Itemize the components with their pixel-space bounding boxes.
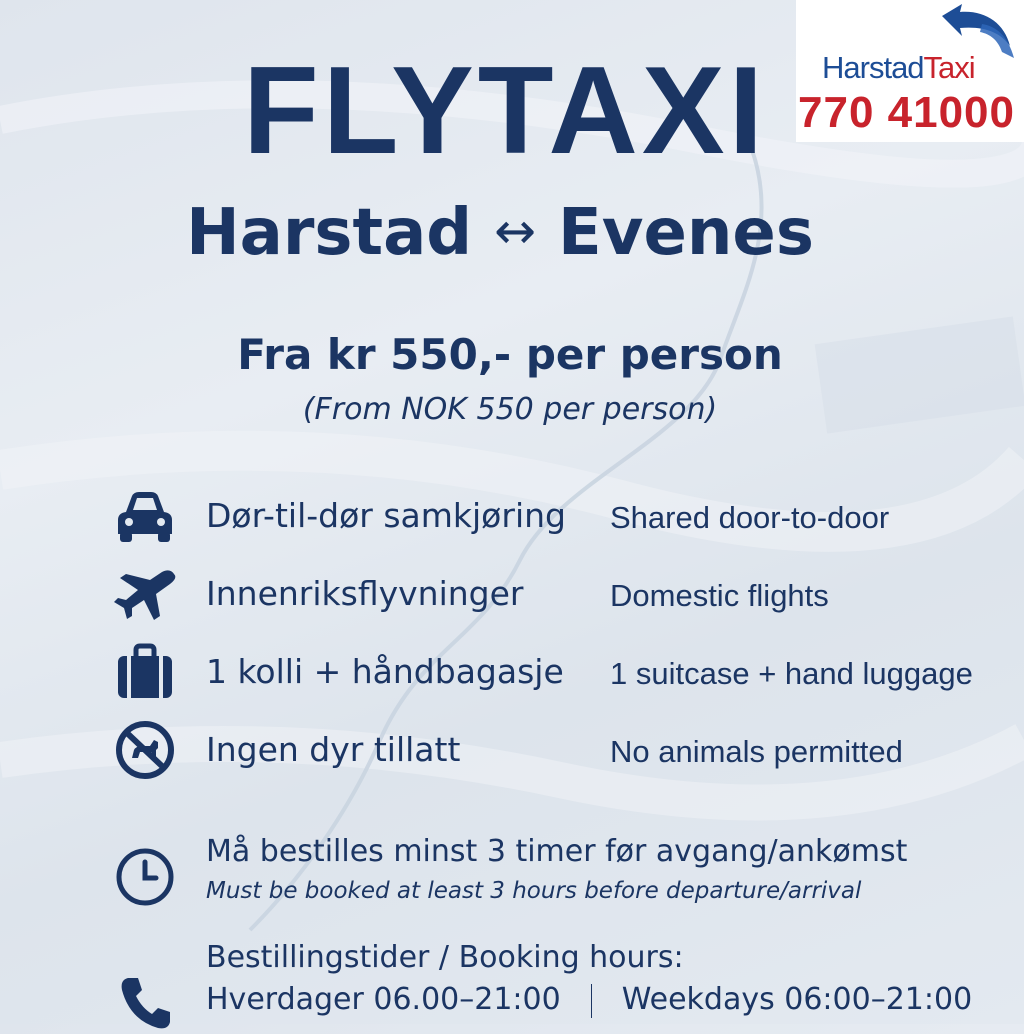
feature-english: 1 suitcase + hand luggage bbox=[610, 656, 973, 691]
feature-row bbox=[0, 486, 1024, 546]
feature-english: No animals permitted bbox=[610, 734, 903, 769]
feature-row bbox=[0, 720, 1024, 780]
booking-note-english: Must be booked at least 3 hours before departure/arrival bbox=[206, 878, 862, 904]
feature-english: Domestic flights bbox=[610, 578, 829, 613]
price-norwegian: Fra kr 550,- per person bbox=[237, 330, 783, 379]
feature-norwegian: 1 kolli + håndbagasje bbox=[206, 652, 564, 691]
feature-english: Shared door-to-door bbox=[610, 500, 890, 535]
route-from: Harstad bbox=[186, 196, 473, 270]
no-animals-icon bbox=[112, 720, 178, 780]
logo-phone-number[interactable]: 770 41000 bbox=[798, 88, 1015, 137]
clock-icon bbox=[114, 846, 176, 908]
logo-name-part2: Taxi bbox=[923, 50, 975, 85]
suitcase-icon bbox=[112, 642, 178, 702]
page-title: FLYTAXI bbox=[242, 42, 768, 180]
feature-norwegian: Dør-til-dør samkjøring bbox=[206, 496, 566, 535]
phone-icon bbox=[114, 972, 176, 1034]
booking-hours-title: Bestillingstider / Booking hours: bbox=[206, 940, 684, 975]
logo-name-part1: Harstad bbox=[822, 50, 924, 85]
route-heading bbox=[0, 196, 1000, 270]
route-arrow: ↔ bbox=[494, 202, 536, 260]
booking-hours-line bbox=[206, 982, 972, 1018]
car-icon bbox=[112, 486, 178, 546]
feature-row bbox=[0, 564, 1024, 624]
feature-norwegian: Innenriksflyvninger bbox=[206, 574, 524, 613]
booking-hours-norwegian: Hverdager 06.00–21:00 bbox=[206, 982, 561, 1017]
booking-note-norwegian: Må bestilles minst 3 timer før avgang/ankømst bbox=[206, 834, 908, 869]
route-to: Evenes bbox=[558, 196, 814, 270]
booking-hours-english: Weekdays 06:00–21:00 bbox=[621, 982, 973, 1017]
feature-row bbox=[0, 642, 1024, 702]
feature-norwegian: Ingen dyr tillatt bbox=[206, 730, 461, 769]
hours-divider bbox=[591, 984, 592, 1018]
airplane-icon bbox=[112, 564, 178, 624]
price-english: (From NOK 550 per person) bbox=[302, 392, 718, 427]
